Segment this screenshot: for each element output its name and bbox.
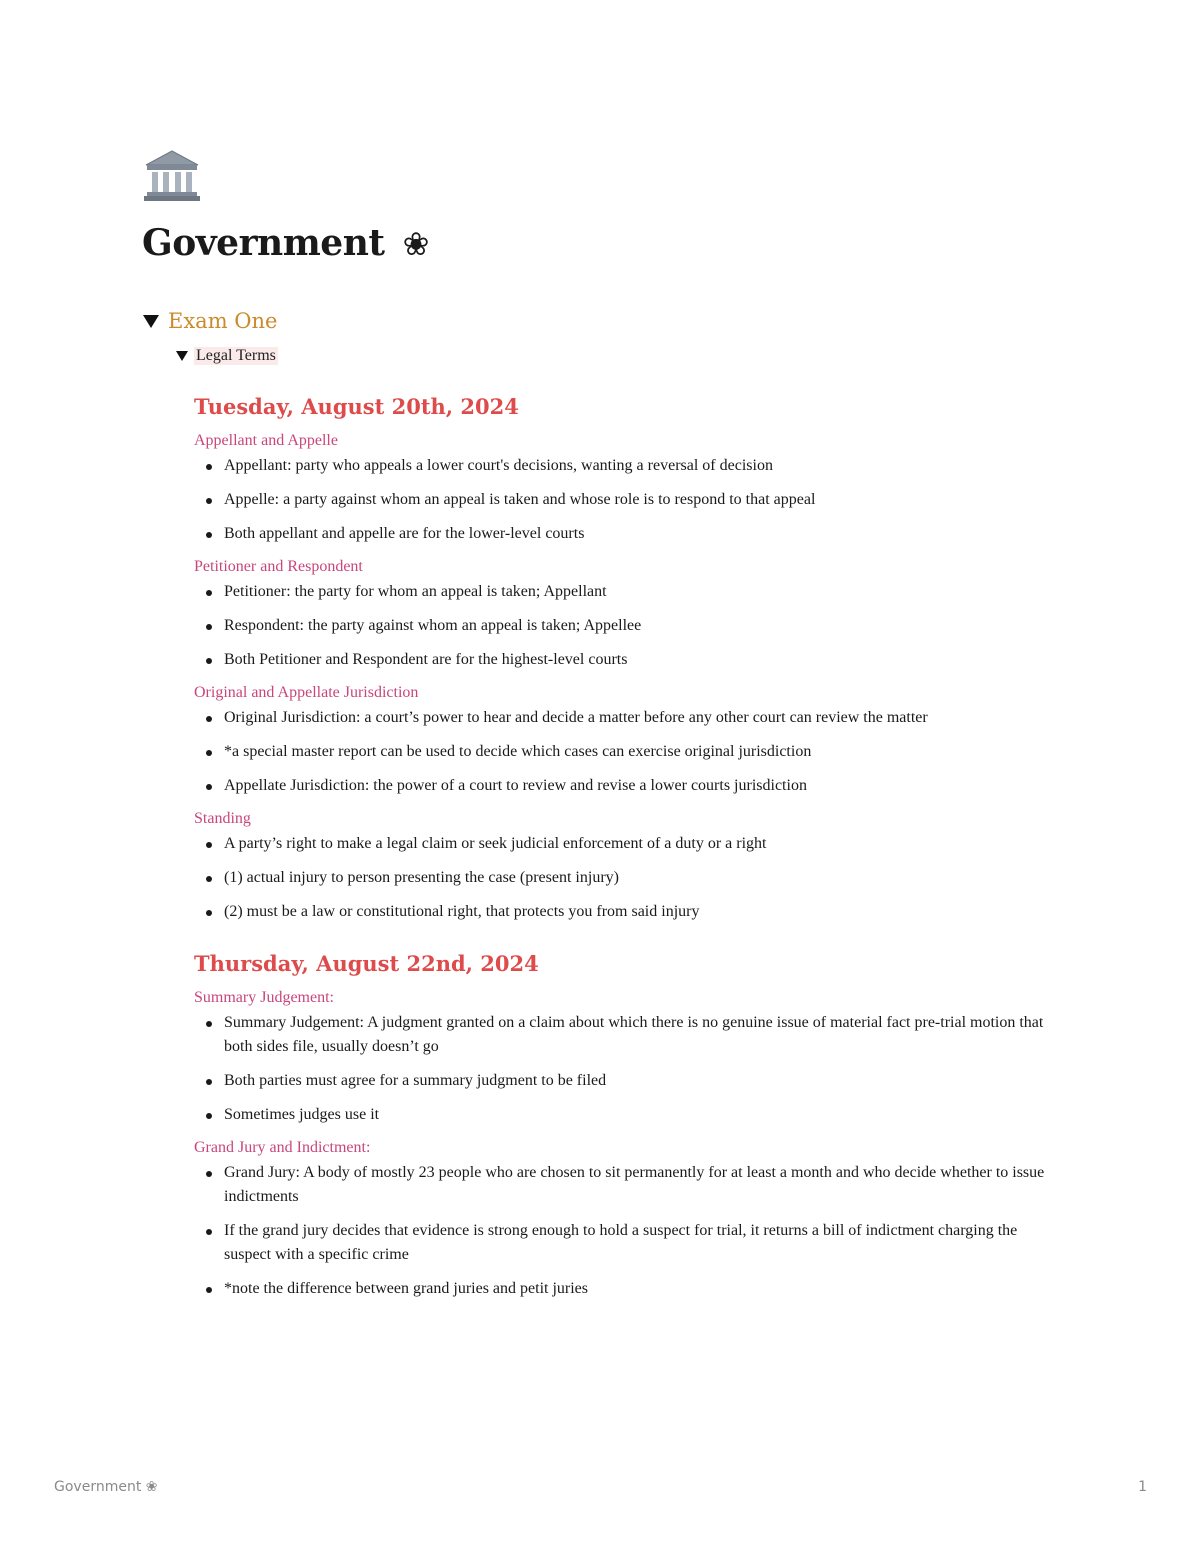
bullet-icon (206, 842, 212, 848)
exam-label: Exam One (168, 309, 278, 333)
term-heading: Standing (194, 810, 251, 827)
note-text: Summary Judgement: A judgment granted on a claim about which there is no genuine issue of material fact pre-trial motion that both sides file, usually doesn’t go (224, 1014, 1044, 1055)
note-text: (1) actual injury to person presenting the case (present injury) (224, 869, 619, 886)
list-item (194, 580, 1052, 604)
list-item (194, 774, 1052, 798)
bullet-icon (206, 624, 212, 630)
bullet-icon (206, 876, 212, 882)
list-item (194, 1161, 1052, 1209)
note-text: Sometimes judges use it (224, 1106, 380, 1123)
note-text: Appellate Jurisdiction: the power of a court to review and revise a lower courts jurisdiction (224, 777, 807, 794)
term-heading: Original and Appellate Jurisdiction (194, 684, 419, 701)
notes-list (194, 1161, 1052, 1301)
legal-terms-body (194, 393, 1052, 1301)
bullet-icon (206, 1229, 212, 1235)
note-text: Appelle: a party against whom an appeal is taken and whose role is to respond to that appeal (224, 491, 816, 508)
note-text: (2) must be a law or constitutional right, that protects you from said injury (224, 903, 700, 920)
note-text: Both Petitioner and Respondent are for the highest-level courts (224, 651, 628, 668)
list-item (194, 522, 1052, 546)
legal-terms-label: Legal Terms (196, 347, 276, 364)
list-item (194, 706, 1052, 730)
note-text: *note the difference between grand juries and petit juries (224, 1280, 589, 1297)
bullet-icon (206, 658, 212, 664)
exam-toggle[interactable] (143, 309, 1052, 333)
list-item (194, 866, 1052, 890)
list-item (194, 648, 1052, 672)
notes-list (194, 454, 1052, 546)
note-text: A party’s right to make a legal claim or seek judicial enforcement of a duty or a right (224, 835, 767, 852)
list-item (194, 1011, 1052, 1059)
date-heading: Thursday, August 22nd, 2024 (194, 951, 539, 976)
page-title-text: Government (142, 222, 385, 264)
toggle-triangle-icon[interactable] (143, 315, 159, 328)
list-item (194, 832, 1052, 856)
list-item (194, 740, 1052, 764)
bullet-icon (206, 590, 212, 596)
note-text: Grand Jury: A body of mostly 23 people who are chosen to sit permanently for at least a month and who decide whether to issue indictments (224, 1164, 1045, 1205)
note-text: Both parties must agree for a summary judgment to be filed (224, 1072, 607, 1089)
page-content (142, 148, 1052, 1311)
note-text: Respondent: the party against whom an appeal is taken; Appellee (224, 617, 642, 634)
list-item (194, 1277, 1052, 1301)
list-item (194, 1103, 1052, 1127)
bullet-icon (206, 1113, 212, 1119)
bullet-icon (206, 1287, 212, 1293)
bullet-icon (206, 1171, 212, 1177)
list-item (194, 1219, 1052, 1267)
list-item (194, 454, 1052, 478)
note-text: *a special master report can be used to decide which cases can exercise original jurisdiction (224, 743, 812, 760)
note-text: Both appellant and appelle are for the lower-level courts (224, 525, 585, 542)
flower-icon: ❀ (402, 225, 429, 263)
toggle-triangle-icon[interactable] (176, 351, 188, 361)
bullet-icon (206, 716, 212, 722)
term-heading: Petitioner and Respondent (194, 558, 363, 575)
classical-building-icon (142, 148, 202, 204)
notes-list (194, 832, 1052, 924)
term-heading: Appellant and Appelle (194, 432, 338, 449)
note-text: If the grand jury decides that evidence is strong enough to hold a suspect for trial, it returns a bill of indictment charging the suspect with a specific crime (224, 1222, 1018, 1263)
footer-title: Government ❀ (54, 1479, 158, 1495)
term-heading: Summary Judgement: (194, 989, 334, 1006)
bullet-icon (206, 464, 212, 470)
bullet-icon (206, 532, 212, 538)
bullet-icon (206, 1079, 212, 1085)
notes-list (194, 580, 1052, 672)
list-item (194, 900, 1052, 924)
note-text: Original Jurisdiction: a court’s power to hear and decide a matter before any other court can review the matter (224, 709, 928, 726)
bullet-icon (206, 910, 212, 916)
legal-terms-toggle[interactable] (176, 347, 1052, 365)
list-item (194, 614, 1052, 638)
note-text: Petitioner: the party for whom an appeal is taken; Appellant (224, 583, 607, 600)
bullet-icon (206, 498, 212, 504)
bullet-icon (206, 750, 212, 756)
term-heading: Grand Jury and Indictment: (194, 1139, 371, 1156)
note-text: Appellant: party who appeals a lower court's decisions, wanting a reversal of decision (224, 457, 773, 474)
notes-list (194, 706, 1052, 798)
notes-list (194, 1011, 1052, 1127)
list-item (194, 1069, 1052, 1093)
list-item (194, 488, 1052, 512)
page-title (142, 220, 1052, 267)
date-heading: Tuesday, August 20th, 2024 (194, 394, 519, 419)
bullet-icon (206, 1021, 212, 1027)
footer-page-number: 1 (1138, 1479, 1147, 1495)
bullet-icon (206, 784, 212, 790)
